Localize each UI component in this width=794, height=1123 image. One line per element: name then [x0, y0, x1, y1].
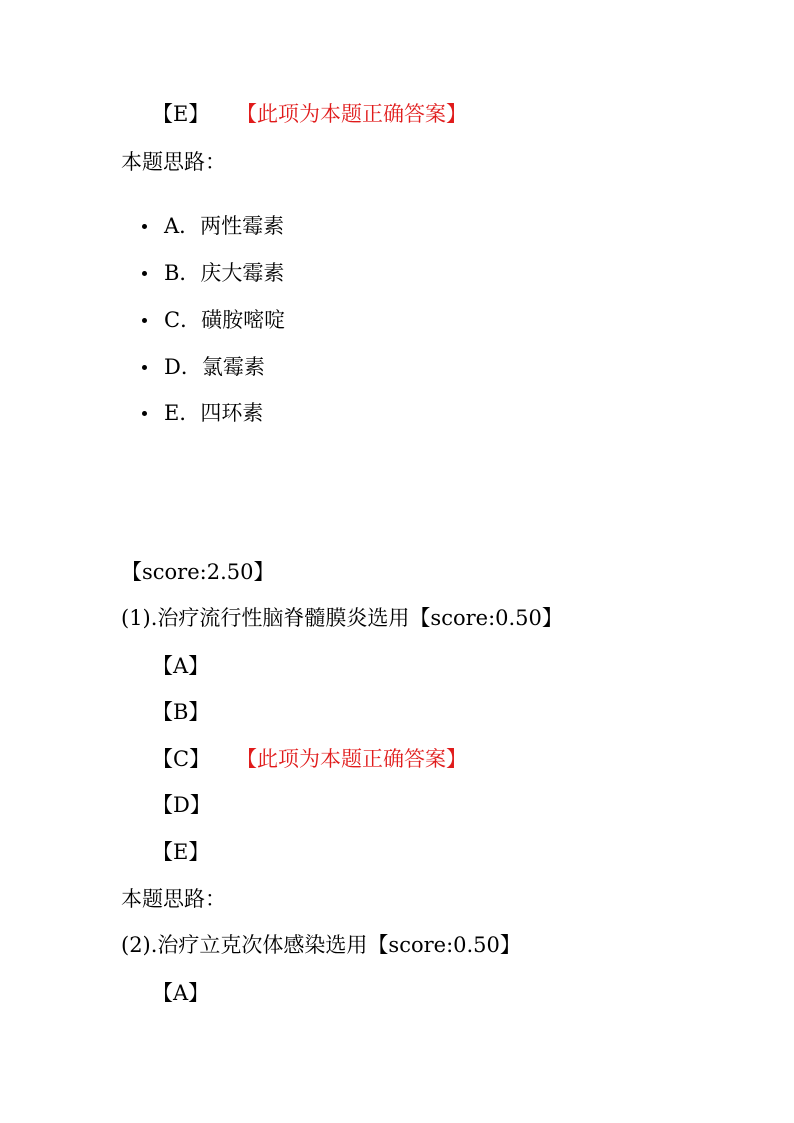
choice-item [142, 353, 265, 381]
choice-item [142, 399, 263, 427]
bullet-icon [142, 318, 147, 323]
bullet-icon [142, 271, 147, 276]
section-score: 【score:2.50】 [121, 560, 275, 584]
question-2-stem: (2).治疗立克次体感染选用【score:0.50】 [121, 933, 521, 957]
option-label: 【C】 [152, 747, 211, 771]
choice-text: D．氯霉素 [164, 355, 265, 379]
bullet-icon [142, 411, 147, 416]
choice-item [142, 212, 284, 240]
question-1-stem: (1).治疗流行性脑脊髓膜炎选用【score:0.50】 [121, 606, 563, 630]
q1-option-d: 【D】 [152, 793, 211, 817]
choice-item [142, 259, 284, 287]
q1-analysis-label: 本题思路： [121, 887, 226, 911]
choice-text: B．庆大霉素 [164, 261, 285, 285]
bullet-icon [142, 365, 147, 370]
choice-text: E．四环素 [164, 401, 264, 425]
q1-option-e: 【E】 [152, 840, 210, 864]
q1-option-c [152, 745, 467, 773]
q1-option-a: 【A】 [152, 654, 210, 678]
choice-item [142, 306, 285, 334]
q1-option-b: 【B】 [152, 700, 210, 724]
choice-text: C．磺胺嘧啶 [164, 308, 286, 332]
correct-answer-marker: 【此项为本题正确答案】 [236, 102, 467, 126]
correct-answer-marker: 【此项为本题正确答案】 [236, 747, 467, 771]
bullet-icon [142, 224, 147, 229]
analysis-label: 本题思路： [121, 150, 226, 174]
option-label: 【E】 [152, 102, 210, 126]
option-e [152, 100, 467, 128]
choice-text: A．两性霉素 [164, 214, 285, 238]
q2-option-a: 【A】 [152, 981, 210, 1005]
